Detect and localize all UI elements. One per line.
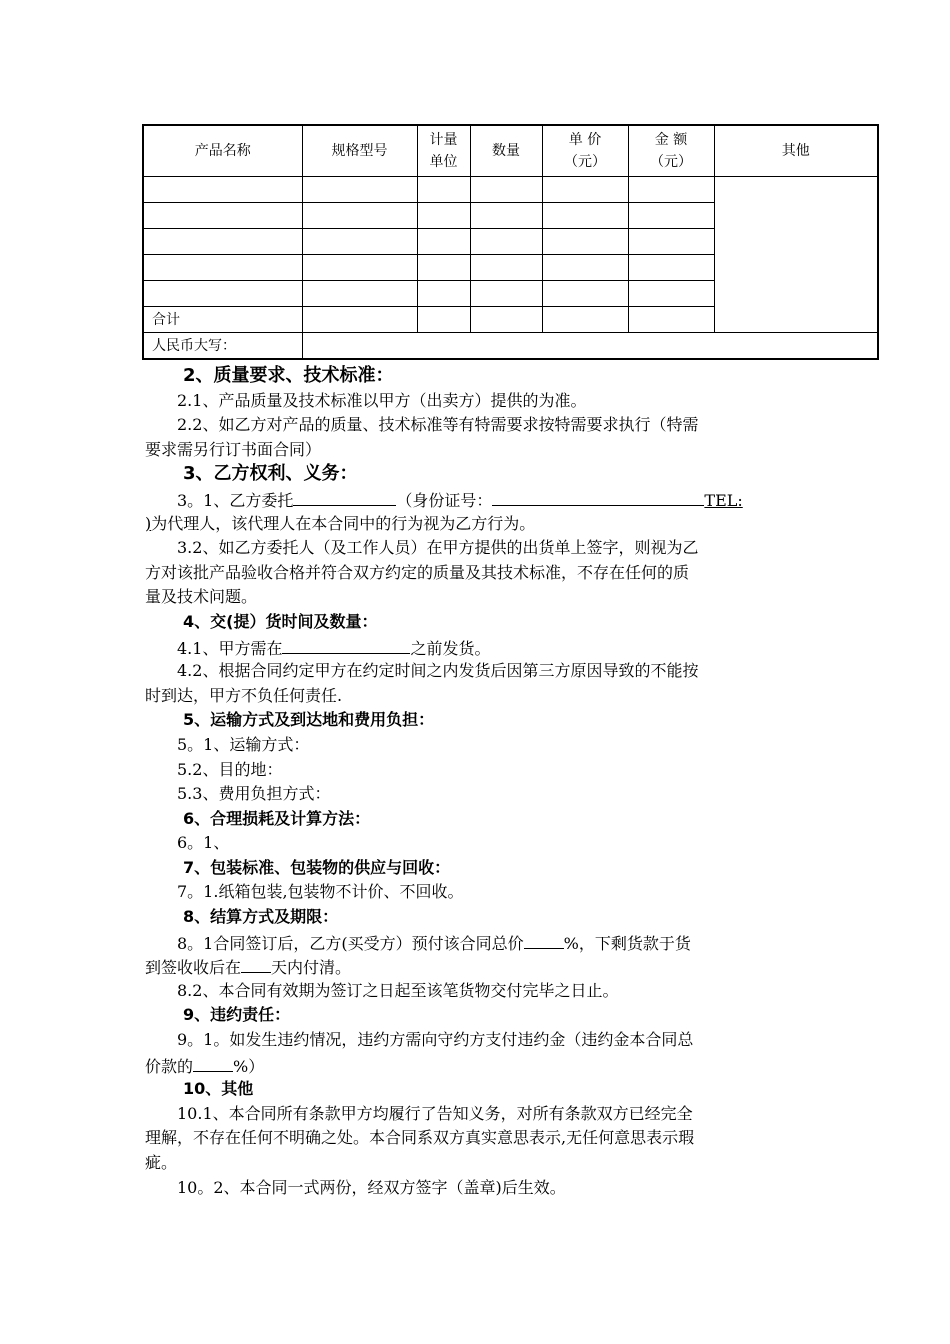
clause-10-1: 10.1、本合同所有条款甲方均履行了告知义务，对所有条款双方已经完全 [177, 1103, 693, 1123]
penalty-percent-blank[interactable] [193, 1053, 233, 1072]
header-spec: 规格型号 [302, 125, 417, 177]
clause-8-1: 8。1合同签订后，乙方(买受方）预付该合同总价 %，下剩货款于货 [145, 930, 810, 955]
header-amount: 金 额 （元） [628, 125, 714, 177]
clause-8-2: 8.2、本合同有效期为签订之日起至该笔货物交付完毕之日止。 [177, 980, 619, 1000]
table-row [143, 177, 878, 203]
other-cell[interactable] [714, 177, 878, 333]
header-product-name: 产品名称 [143, 125, 302, 177]
table-header-row [143, 125, 878, 177]
clause-5-2: 5.2、目的地： [177, 759, 283, 779]
clause-4-1: 4.1、甲方需在 之前发货。 [145, 635, 810, 660]
clause-4-2: 4.2、根据合同约定甲方在约定时间之内发货后因第三方原因导致的不能按 [177, 661, 699, 681]
payment-days-blank[interactable] [241, 954, 271, 973]
section-5-title: 5、运输方式及到达地和费用负担： [183, 710, 435, 730]
section-10-title: 10、其他 [183, 1079, 254, 1099]
clause-3-2: 3.2、如乙方委托人（及工作人员）在甲方提供的出货单上签字，则视为乙 [177, 538, 699, 558]
prepay-percent-blank[interactable] [524, 930, 564, 949]
rmb-value[interactable] [302, 333, 878, 360]
section-9-title: 9、违约责任： [183, 1005, 291, 1025]
rmb-label: 人民币大写： [143, 333, 302, 360]
clause-9-1: 9。1。如发生违约情况，违约方需向守约方支付违约金（违约金本合同总 [177, 1030, 694, 1050]
section-8-title: 8、结算方式及期限： [183, 907, 339, 927]
section-6-title: 6、合理损耗及计算方法： [183, 808, 371, 828]
rmb-row [143, 333, 878, 360]
header-other: 其他 [714, 125, 878, 177]
header-quantity: 数量 [470, 125, 542, 177]
section-3-title: 3、乙方权利、义务： [183, 463, 358, 485]
clause-5-3: 5.3、费用负担方式： [177, 784, 331, 804]
agent-name-blank[interactable] [293, 487, 396, 506]
section-2-title: 2、质量要求、技术标准： [183, 365, 394, 386]
clause-10-2: 10。2、本合同一式两份，经双方签字（盖章)后生效。 [177, 1177, 566, 1197]
id-number-blank[interactable] [492, 487, 704, 506]
header-unit: 计量 单位 [417, 125, 470, 177]
clause-3-1: 3。1、乙方委托 （身份证号： TEL: [145, 487, 810, 512]
clause-6-1: 6。1、 [177, 833, 230, 853]
goods-table [142, 124, 879, 360]
clause-5-1: 5。1、运输方式： [177, 734, 310, 754]
clause-2-2: 2.2、如乙方对产品的质量、技术标准等有特需要求按特需要求执行（特需 [177, 415, 699, 435]
section-4-title: 4、交(提）货时间及数量： [183, 611, 378, 631]
clause-2-1: 2.1、产品质量及技术标准以甲方（出卖方）提供的为准。 [177, 390, 587, 410]
header-unit-price: 单 价 （元） [542, 125, 628, 177]
clause-7-1: 7。1.纸箱包装,包装物不计价、不回收。 [177, 882, 464, 902]
section-7-title: 7、包装标准、包装物的供应与回收： [183, 857, 451, 877]
contract-body: 2、质量要求、技术标准： 2.1、产品质量及技术标准以甲方（出卖方）提供的为准。 2.2、如乙方对产品的质量、技术标准等有特需要求按特需要求执行（特需 要求需另行订书面合同） 3、乙方权利、义务： 3。1、乙方委托 （身份证号： TEL: )为代理人，该代理人在本合同中的行为视为乙方行为。 3.2、如乙方委托人（及工作人员）在甲方提供的出货单上签字，则视为乙 方对该批产品验收合格并符合双方约定的质量及其技术标准，不存在任何的质 量及技术问题。 4、交(提）货时间及数量： 4.1、甲方需在 之前发货。 4.2、根据合同约定甲方在约定时间之内发货后因第三方原因导致的不能按 时到达，甲方不负任何责任. 5、运输方式及到达地和费用负担： 5。1、运输方式： 5.2、目的地： 5.3、费用负担方式： 6、合理损耗及计算方法： 6。1、 7、包装标准、包装物的供应与回收： 7。1.纸箱包装,包装物不计价、不回收。 8、结算方式及期限： 8。1合同签订后，乙方(买受方）预付该合同总价 %，下剩货款于货 到签收收后在 天内付清。 8.2、本合同有效期为签订之日起至该笔货物交付完毕之日止。 9、违约责任： 9。1。如发生违约情况，违约方需向守约方支付违约金（违约金本合同总 价款的 %） 10、其他 10.1、本合同所有条款甲方均履行了告知义务，对所有条款双方已经完全 理解，不存在任何不明确之处。本合同系双方真实意思表示,无任何意思表示瑕 疵。 10。2、本合同一式两份，经双方签字（盖章)后生效。 [145, 364, 810, 1200]
ship-date-blank[interactable] [282, 635, 410, 654]
total-label: 合计 [143, 307, 302, 333]
